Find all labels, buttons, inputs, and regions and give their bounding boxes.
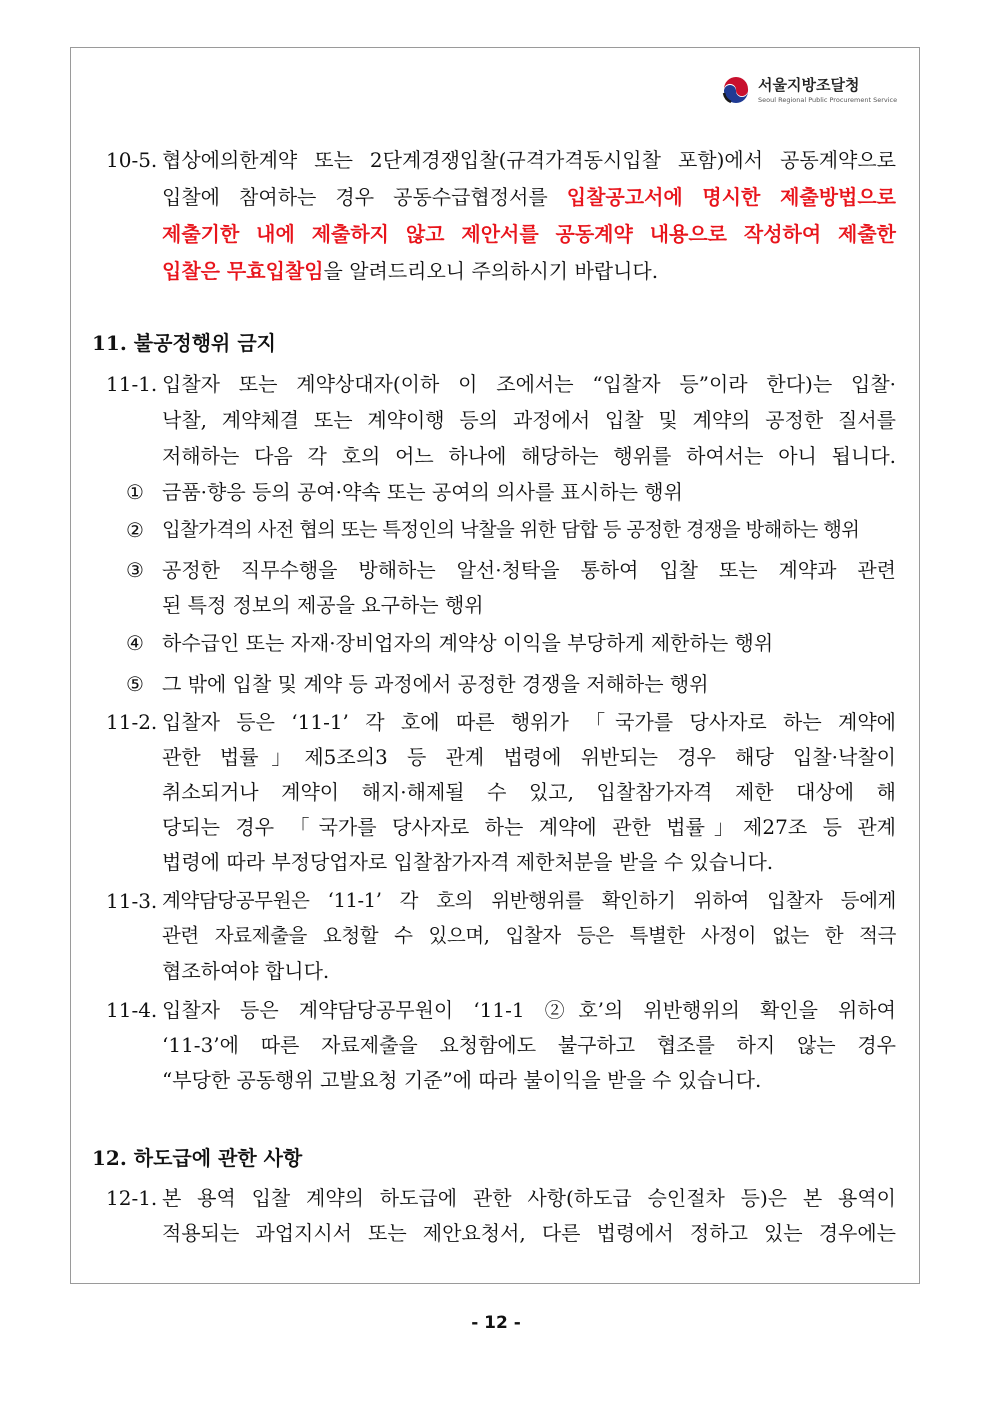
page-number: - 12 - bbox=[471, 1313, 521, 1333]
org-logo bbox=[720, 72, 900, 114]
clause-line: 취소되거나 계약이 해지·해제될 수 있고, 입찰참가자격 제한 대상에 해 bbox=[162, 780, 896, 804]
list-item-text: 금품·향응 등의 공여·약속 또는 공여의 의사를 표시하는 행위 bbox=[162, 480, 683, 504]
clause-number: 12-1. bbox=[106, 1186, 158, 1210]
clause-number: 10-5. bbox=[106, 148, 158, 172]
section-heading-11: 11. 불공정행위 금지 bbox=[92, 331, 276, 355]
section-heading-12: 12. 하도급에 관한 사항 bbox=[92, 1146, 303, 1170]
clause-line: 입찰자 등은 계약담당공무원이 ‘11-1 ②호’의 위반행위의 확인을 위하여 bbox=[162, 998, 896, 1022]
emphasis-line: 제출기한 내에 제출하지 않고 제안서를 공동계약 내용으로 작성하여 제출한 bbox=[162, 222, 896, 246]
taegeuk-emblem-icon bbox=[720, 75, 752, 107]
emphasis-text: 입찰공고서에 명시한 제출방법으로 bbox=[566, 185, 896, 209]
clause-number: 11-4. bbox=[106, 998, 158, 1022]
clause-line bbox=[162, 184, 896, 210]
list-item-text: 된 특정 정보의 제공을 요구하는 행위 bbox=[162, 593, 484, 617]
clause-number: 11-3. bbox=[106, 889, 158, 913]
clause-line: 본 용역 입찰 계약의 하도급에 관한 사항(하도급 승인절차 등)은 본 용역이 bbox=[162, 1186, 896, 1210]
org-name-korean: 서울지방조달청 bbox=[758, 76, 860, 94]
list-marker: ① bbox=[126, 480, 144, 504]
clause-number: 11-2. bbox=[106, 710, 158, 734]
clause-line: 협상에의한계약 또는 2단계경쟁입찰(규격가격동시입찰 포함)에서 공동계약으로 bbox=[162, 148, 896, 172]
clause-line bbox=[162, 258, 658, 284]
list-item-text: 하수급인 또는 자재·장비업자의 계약상 이익을 부당하게 제한하는 행위 bbox=[162, 631, 774, 655]
list-item-text: 그 밖에 입찰 및 계약 등 과정에서 공정한 경쟁을 저해하는 행위 bbox=[162, 672, 709, 696]
clause-line: 적용되는 과업지시서 또는 제안요청서, 다른 법령에서 정하고 있는 경우에는 bbox=[162, 1221, 896, 1245]
clause-line: 관련 자료제출을 요청할 수 있으며, 입찰자 등은 특별한 사정이 없는 한 적극 bbox=[162, 924, 896, 947]
clause-line: 협조하여야 합니다. bbox=[162, 959, 330, 983]
clause-line: 관한 법률」제5조의3 등 관계 법령에 위반되는 경우 해당 입찰·낙찰이 bbox=[162, 745, 896, 769]
plain-text: 입찰에 참여하는 경우 공동수급협정서를 bbox=[162, 185, 567, 209]
clause-line: 계약담당공무원은 ‘11-1’ 각 호의 위반행위를 확인하기 위하여 입찰자 등에게 bbox=[162, 889, 896, 912]
clause-line: “부당한 공동행위 고발요청 기준”에 따라 불이익을 받을 수 있습니다. bbox=[162, 1068, 762, 1092]
clause-line: ‘11-3’에 따른 자료제출을 요청함에도 불구하고 협조를 하지 않는 경우 bbox=[162, 1033, 896, 1057]
org-name-english: Seoul Regional Public Procurement Service bbox=[758, 96, 898, 104]
clause-line: 당되는 경우 「국가를 당사자로 하는 계약에 관한 법률」제27조 등 관계 bbox=[162, 815, 896, 839]
clause-line: 저해하는 다음 각 호의 어느 하나에 해당하는 행위를 하여서는 아니 됩니다. bbox=[162, 444, 896, 468]
list-marker: ③ bbox=[126, 558, 144, 582]
list-item-text: 입찰가격의 사전 협의 또는 특정인의 낙찰을 위한 담합 등 공정한 경쟁을 방해하는 행위 bbox=[162, 518, 860, 541]
clause-line: 입찰자 등은 ‘11-1’ 각 호에 따른 행위가 「국가를 당사자로 하는 계약에 bbox=[162, 710, 896, 734]
clause-line: 입찰자 또는 계약상대자(이하 이 조에서는 “입찰자 등”이라 한다)는 입찰· bbox=[162, 372, 896, 396]
plain-text: 을 알려드리오니 주의하시기 바랍니다. bbox=[323, 259, 659, 283]
clause-line: 낙찰, 계약체결 또는 계약이행 등의 과정에서 입찰 및 계약의 공정한 질서를 bbox=[162, 408, 896, 432]
list-marker: ⑤ bbox=[126, 672, 144, 696]
clause-number: 11-1. bbox=[106, 372, 158, 396]
emphasis-text: 입찰은 무효입찰임 bbox=[162, 259, 324, 283]
list-marker: ④ bbox=[126, 631, 144, 655]
list-item-text: 공정한 직무수행을 방해하는 알선·청탁을 통하여 입찰 또는 계약과 관련 bbox=[162, 558, 896, 582]
clause-line: 법령에 따라 부정당업자로 입찰참가자격 제한처분을 받을 수 있습니다. bbox=[162, 850, 774, 874]
list-marker: ② bbox=[126, 518, 144, 542]
